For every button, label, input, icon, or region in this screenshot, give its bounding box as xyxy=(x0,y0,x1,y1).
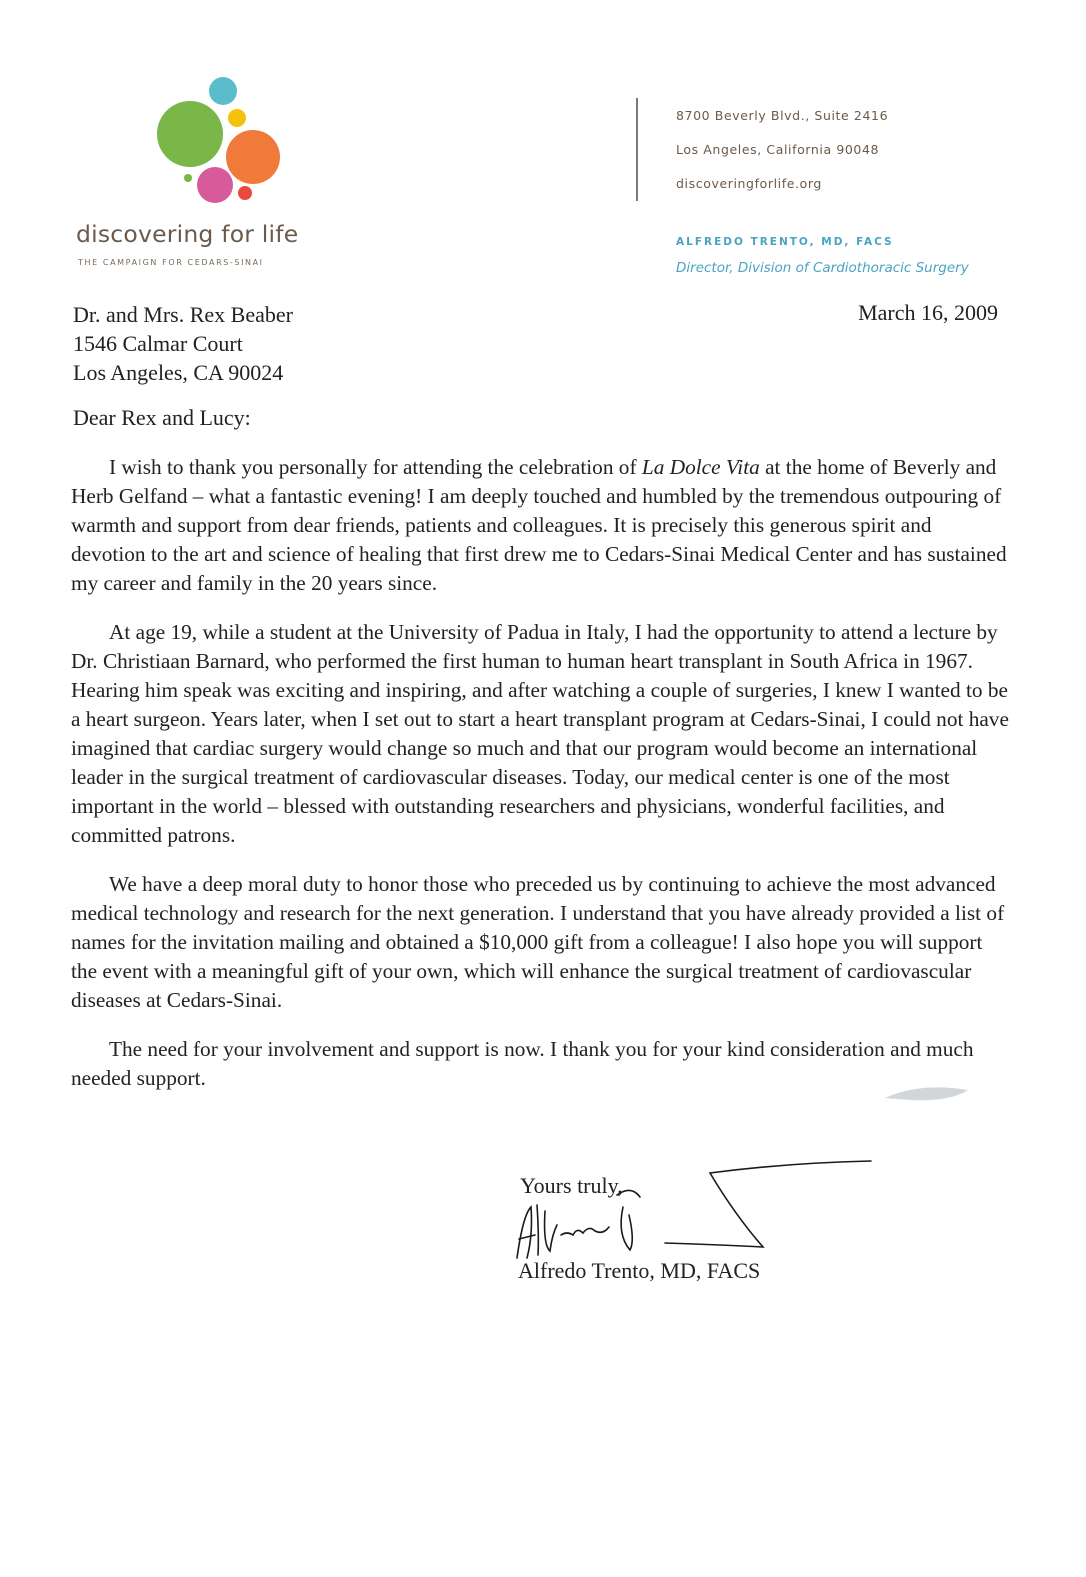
letter-date: March 16, 2009 xyxy=(858,300,998,325)
letterhead-divider xyxy=(636,98,638,201)
recipient-name: Dr. and Mrs. Rex Beaber xyxy=(73,302,293,327)
salutation: Dear Rex and Lucy: xyxy=(73,405,251,430)
letterhead-address xyxy=(676,106,888,208)
colored-circles-logo-icon xyxy=(110,70,310,210)
campaign-logo xyxy=(70,70,310,280)
address-city: Los Angeles, California 90048 xyxy=(676,142,880,157)
recipient-street: 1546 Calmar Court xyxy=(73,331,243,356)
letterhead-sender-title: Director, Division of Cardiothoracic Surgery xyxy=(676,260,969,276)
paragraph-4: The need for your involvement and support is now. I thank you for your kind consideration and much needed support. xyxy=(71,1037,974,1090)
closing: Yours truly, xyxy=(520,1173,623,1198)
letter-body xyxy=(71,453,1009,1113)
letterhead-sender-name: ALFREDO TRENTO, MD, FACS xyxy=(676,236,894,248)
logo-tagline: THE CAMPAIGN FOR CEDARS-SINAI xyxy=(78,258,264,267)
signer-name: Alfredo Trento, MD, FACS xyxy=(518,1258,761,1283)
paragraph-1: I wish to thank you personally for attending the celebration of La Dolce Vita at the home of Beverly and Herb Gelfand – what a fantastic evening! I am deeply touched and humbled by the tremendous outpouring of warmth and support from dear friends, patients and colleagues. It is precisely this generous spirit and devotion to the art and science of healing that first drew me to Cedars-Sinai Medical Center and has sustained my career and family in the 20 years since. xyxy=(71,455,1007,595)
recipient-address xyxy=(73,300,293,387)
address-website: discoveringforlife.org xyxy=(676,176,822,191)
paragraph-2: At age 19, while a student at the University of Padua in Italy, I had the opportunity to attend a lecture by Dr. Christiaan Barnard, who performed the first human to human heart transplant in South Africa in 1967. Hearing him speak was exciting and inspiring, and after watching a couple of surgeries, I knew I wanted to be a heart surgeon. Years later, when I set out to start a heart transplant program at Cedars-Sinai, I could not have imagined that cardiac surgery would change so much and that our program would become an international leader in the surgical treatment of cardiovascular diseases. Today, our medical center is one of the most important in the world – blessed with outstanding researchers and physicians, wonderful facilities, and committed patrons. xyxy=(71,620,1009,847)
address-street: 8700 Beverly Blvd., Suite 2416 xyxy=(676,108,889,123)
paragraph-3: We have a deep moral duty to honor those who preceded us by continuing to achieve the most advanced medical technology and research for the next generation. I understand that you have already provided a list of names for the invitation mailing and obtained a $10,000 gift from a colleague! I also hope you will support the event with a meaningful gift of your own, which will enhance the surgical treatment of cardiovascular diseases at Cedars-Sinai. xyxy=(71,872,1005,1012)
recipient-city: Los Angeles, CA 90024 xyxy=(73,360,284,385)
paper-clip-mark-icon xyxy=(880,1080,975,1110)
logo-wordmark: discovering for life xyxy=(76,220,299,248)
event-name: La Dolce Vita xyxy=(641,455,760,479)
